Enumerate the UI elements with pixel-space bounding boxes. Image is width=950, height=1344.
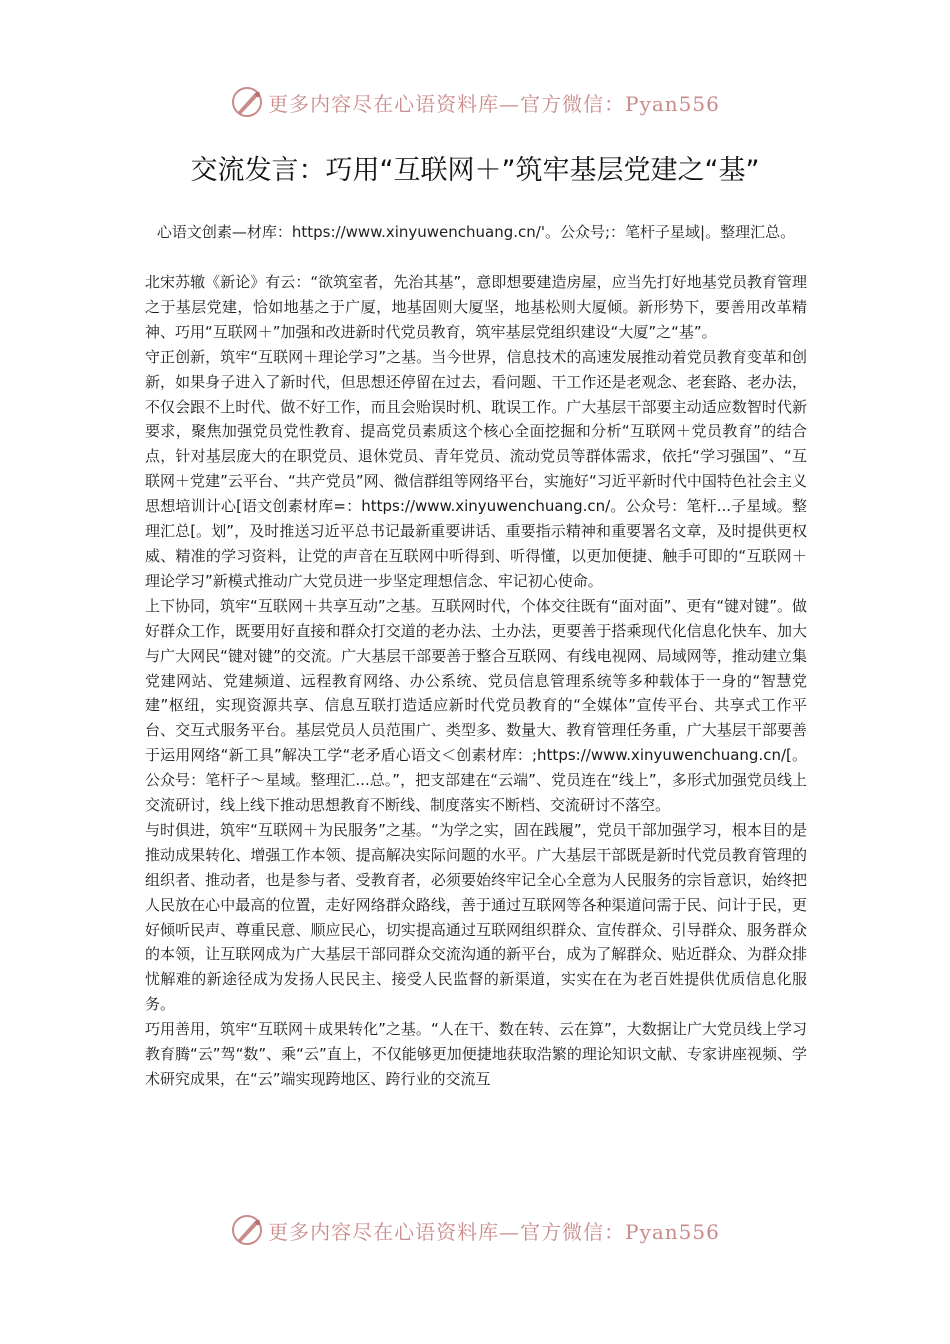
watermark-banner-top xyxy=(0,80,950,124)
document-subtitle: 心语文创素—材库：https://www.xinyuwenchuang.cn/'。公众号;：笔杆子星域|。整理汇总。 xyxy=(156,223,796,241)
paragraph: 巧用善用，筑牢“互联网＋成果转化”之基。“人在干、数在转、云在算”，大数据让广大党员线上学习教育腾“云”驾“数”、乘“云”直上，不仅能够更加便捷地获取浩繁的理论知识文献、专家讲座视频、学术研究成果，在“云”端实现跨地区、跨行业的交流互 xyxy=(145,1020,807,1088)
paragraph: 守正创新，筑牢“互联网＋理论学习”之基。当今世界，信息技术的高速发展推动着党员教育变革和创新，如果身子进入了新时代，但思想还停留在过去，看问题、干工作还是老观念、老套路、老办法，不仅会跟不上时代、做不好工作，而且会贻误时机、耽误工作。广大基层干部要主动适应数智时代新要求，聚焦加强党员党性教育、提高党员素质这个核心全面挖掘和分析“互联网＋党员教育”的结合点，针对基层庞大的在职党员、退休党员、青年党员、流动党员等群体需求，依托“学习强国”、“互联网＋党建”云平台、“共产党员”网、微信群组等网络平台，实施好“习近平新时代中国特色社会主义思想培训计心[语文创素材库=：https://www.xinyuwenchuang.cn/。公众号：笔杆...子星域。整理汇总[。划”，及时推送习近平总书记最新重要讲话、重要指示精神和重要署名文章，及时提供更权威、精准的学习资料，让党的声音在互联网中听得到、听得懂，以更加便捷、触手可即的“互联网＋理论学习”新模式推动广大党员进一步坚定理想信念、牢记初心使命。 xyxy=(145,347,807,590)
paragraph: 上下协同，筑牢“互联网＋共享互动”之基。互联网时代，个体交往既有“面对面”、更有“键对键”。做好群众工作，既要用好直接和群众打交道的老办法、土办法，更要善于搭乘现代化信息化快车、加大与广大网民“键对键”的交流。广大基层干部要善于整合互联网、有线电视网、局域网等，推动建立集党建网站、党建频道、远程教育网络、办公系统、党员信息管理系统等多种载体于一身的“智慧党建”枢纽，实现资源共享、信息互联打造适应新时代党员教育的“全媒体”宣传平台、共享式工作平台、交互式服务平台。基层党员人员范围广、类型多、数量大、教育管理任务重，广大基层干部要善于运用网络“新工具”解决工学“老矛盾心语文＜创素材库：;https://www.xinyuwenchuang.cn/[。公众号：笔杆子～星域。整理汇...总。”，把支部建在“云端”、党员连在“线上”，多形式加强党员线上交流研讨，线上线下推动思想教育不断线、制度落实不断档、交流研讨不落空。 xyxy=(145,596,807,815)
watermark-text: 更多内容尽在心语资料库—官方微信：Pyan556 xyxy=(268,1219,720,1244)
watermark-banner-bottom xyxy=(0,1208,950,1252)
paragraph: 北宋苏辙《新论》有云：“欲筑室者，先治其基”，意即想要建造房屋，应当先打好地基党员教育管理之于基层党建，恰如地基之于广厦，地基固则大厦坚，地基松则大厦倾。新形势下，要善用改革精神、巧用“互联网＋”加强和改进新时代党员教育，筑牢基层党组织建设“大厦”之“基”。 xyxy=(145,273,807,341)
document-title: 交流发言：巧用“互联网＋”筑牢基层党建之“基” xyxy=(190,155,760,186)
watermark-text: 更多内容尽在心语资料库—官方微信：Pyan556 xyxy=(268,91,720,116)
paragraph: 与时俱进，筑牢“互联网＋为民服务”之基。“为学之实，固在践履”，党员干部加强学习，根本目的是推动成果转化、增强工作本领、提高解决实际问题的水平。广大基层干部既是新时代党员教育管理的组织者、推动者，也是参与者、受教育者，必须要始终牢记全心全意为人民服务的宗旨意识，始终把人民放在心中最高的位置，走好网络群众路线，善于通过互联网等各种渠道问需于民、问计于民，更好倾听民声、尊重民意、顺应民心，切实提高通过互联网组织群众、宣传群众、引导群众、服务群众的本领，让互联网成为广大基层干部同群众交流沟通的新平台，成为了解群众、贴近群众、为群众排忧解难的新途径成为发扬人民民主、接受人民监督的新渠道，实实在在为老百姓提供优质信息化服务。 xyxy=(145,820,807,1014)
quill-pen-logo-icon xyxy=(230,85,264,119)
quill-pen-logo-icon xyxy=(230,1213,264,1247)
document-body xyxy=(145,270,807,1092)
